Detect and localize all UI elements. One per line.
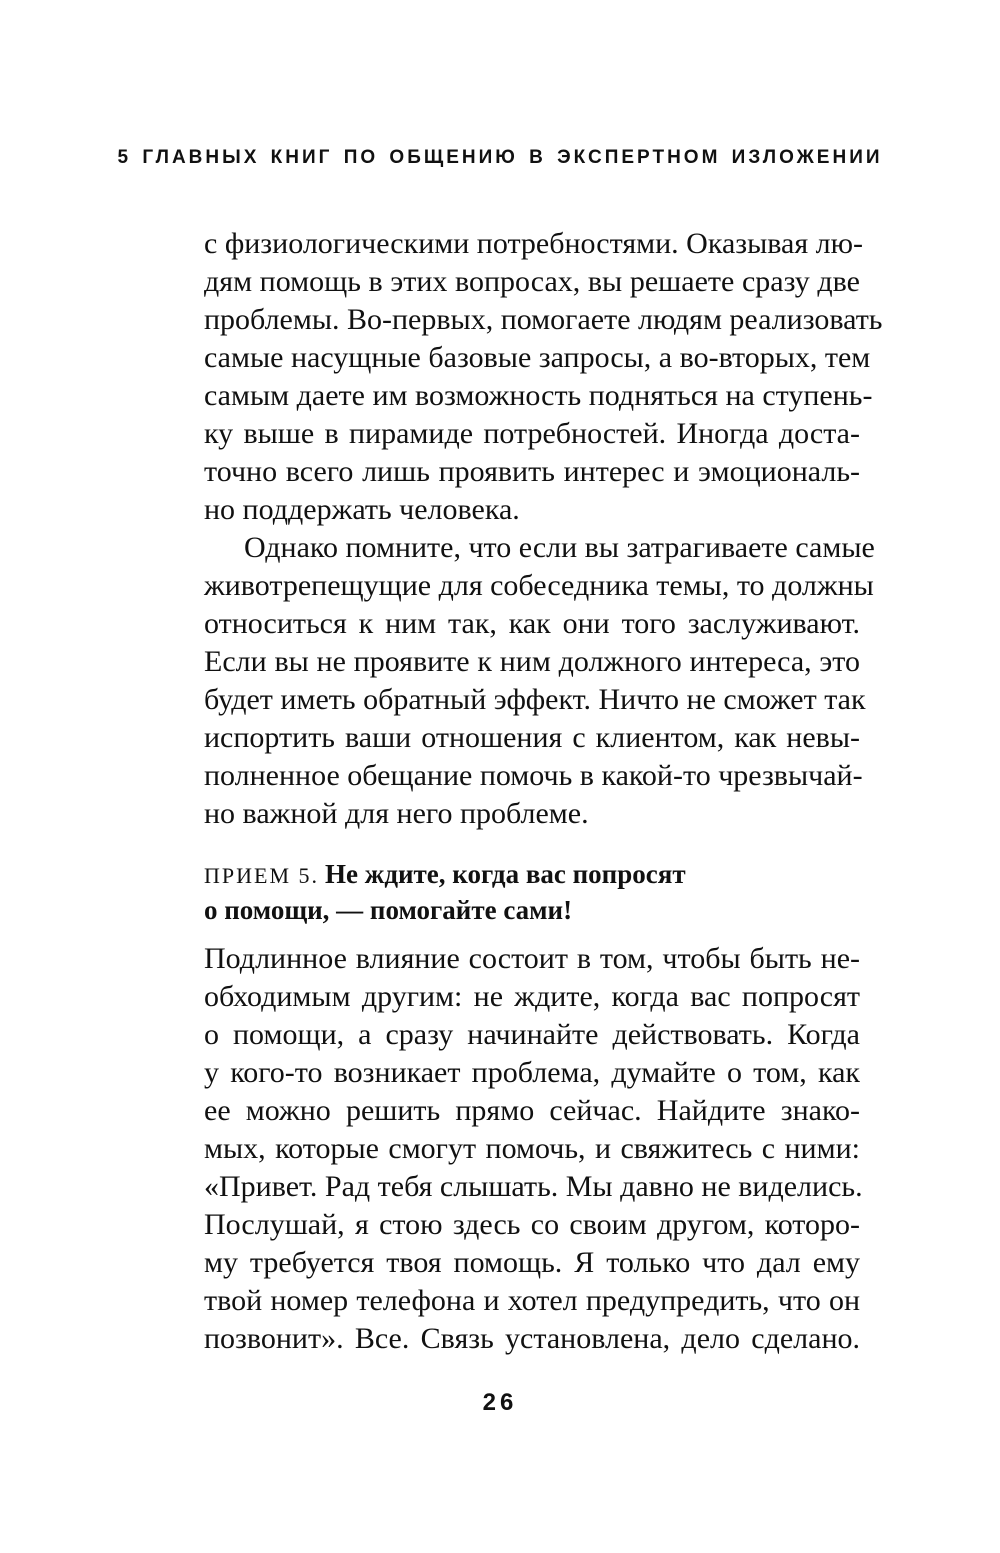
text-line: испортить ваши отношения с клиентом, как невы- xyxy=(204,721,860,754)
text-line: относиться к ним так, как они того заслуживают. xyxy=(204,607,860,640)
text-line: но поддержать человека. xyxy=(204,493,520,526)
text-line: самым даете им возможность подняться на ступень- xyxy=(204,379,873,412)
section-label: ПРИЕМ 5. xyxy=(204,863,320,888)
text-line: самые насущные базовые запросы, а во-вторых, тем xyxy=(204,341,871,374)
text-line: обходимым другим: не ждите, когда вас попросят xyxy=(204,980,860,1013)
section-title-part-1: Не ждите, когда вас попросят xyxy=(325,859,686,889)
text-line: с физиологическими потребностями. Оказывая лю- xyxy=(204,227,864,260)
text-line: точно всего лишь проявить интерес и эмоциональ- xyxy=(204,455,860,488)
section-heading-line-2: о помощи, — помогайте сами! xyxy=(204,895,573,925)
text-line: Однако помните, что если вы затрагиваете самые xyxy=(244,531,875,564)
text-line: мых, которые смогут помочь, и свяжитесь с ними: xyxy=(204,1132,860,1165)
text-line: дям помощь в этих вопросах, вы решаете сразу две xyxy=(204,265,860,298)
text-line: проблемы. Во-первых, помогаете людям реализовать xyxy=(204,303,883,336)
text-line: «Привет. Рад тебя слышать. Мы давно не виделись. xyxy=(204,1170,863,1203)
text-line: животрепещущие для собеседника темы, то должны xyxy=(204,569,874,602)
text-line: ку выше в пирамиде потребностей. Иногда доста- xyxy=(204,417,860,450)
text-line: Если вы не проявите к ним должного интереса, это xyxy=(204,645,860,678)
text-line: у кого-то возникает проблема, думайте о том, как xyxy=(204,1056,860,1089)
text-line: позвонит». Все. Связь установлена, дело сделано. xyxy=(204,1322,860,1355)
text-line: му требуется твоя помощь. Я только что дал ему xyxy=(204,1246,860,1279)
text-line: твой номер телефона и хотел предупредить, что он xyxy=(204,1284,860,1317)
text-line: о помощи, а сразу начинайте действовать. Когда xyxy=(204,1018,860,1051)
text-line: полненное обещание помочь в какой-то чрезвычай- xyxy=(204,759,863,792)
text-line: Послушай, я стою здесь со своим другом, которо- xyxy=(204,1208,860,1241)
section-heading-line-1 xyxy=(204,856,686,892)
text-line: ее можно решить прямо сейчас. Найдите знако- xyxy=(204,1094,860,1127)
text-line: Подлинное влияние состоит в том, чтобы быть не- xyxy=(204,942,860,975)
page-number: 26 xyxy=(482,1389,518,1416)
running-head: 5 ГЛАВНЫХ КНИГ ПО ОБЩЕНИЮ В ЭКСПЕРТНОМ ИЗЛОЖЕНИИ xyxy=(117,147,883,168)
text-line: но важной для него проблеме. xyxy=(204,797,589,830)
text-line: будет иметь обратный эффект. Ничто не сможет так xyxy=(204,683,866,716)
